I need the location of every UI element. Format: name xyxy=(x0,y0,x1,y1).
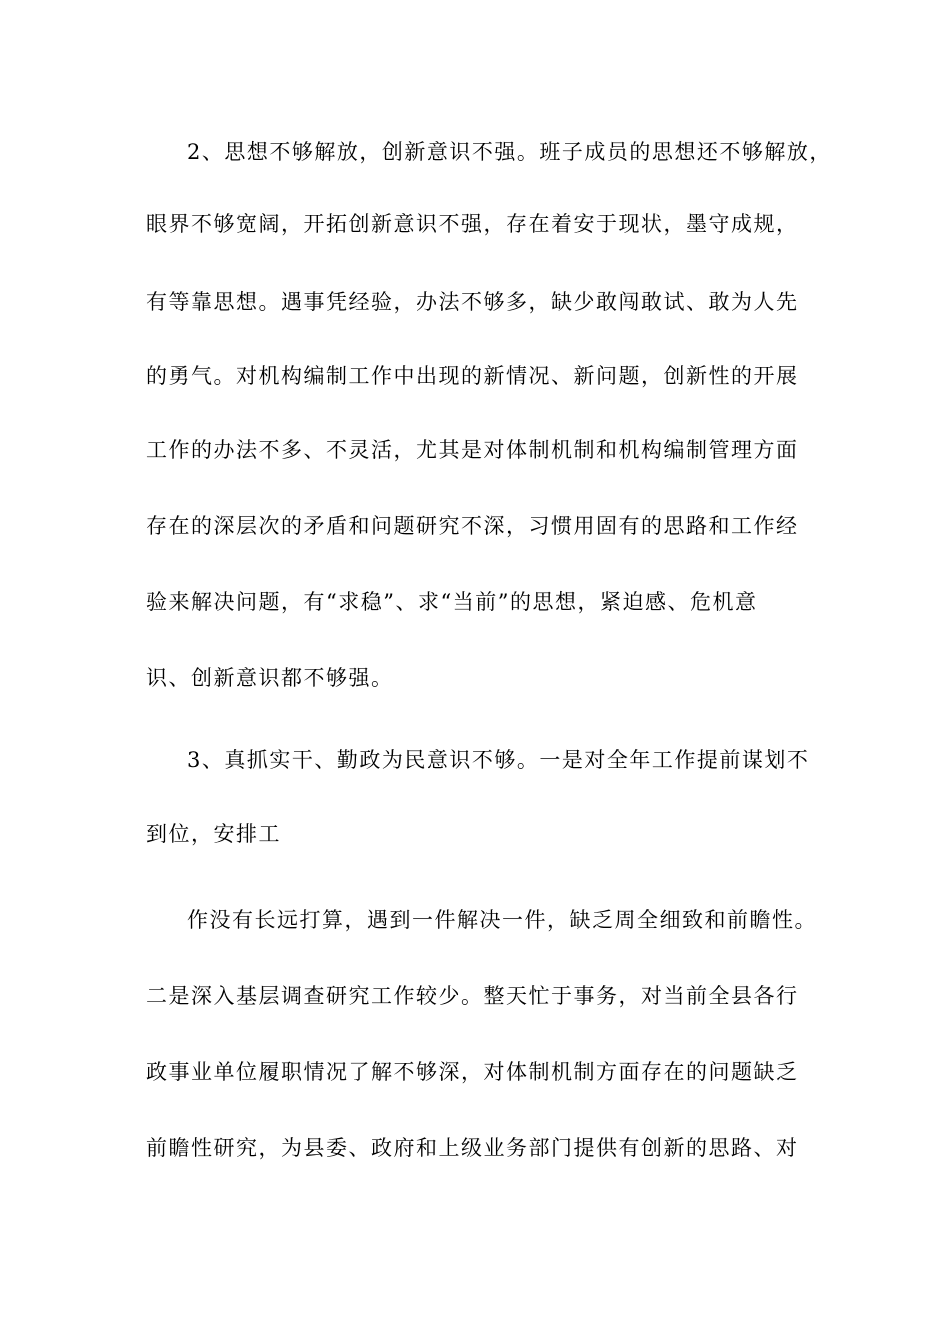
paragraph-2-line-7: 验来解决问题，有“求稳”、求“当前”的思想，紧迫感、危机意 xyxy=(146,590,758,614)
paragraph-4-line-1: 作没有长远打算，遇到一件解决一件，缺乏周全细致和前瞻性。 xyxy=(187,908,817,932)
paragraph-2-line-8: 识、创新意识都不够强。 xyxy=(146,666,394,690)
paragraph-3-line-1: 3、真抓实干、勤政为民意识不够。一是对全年工作提前谋划不 xyxy=(187,748,810,772)
paragraph-2-line-4: 的勇气。对机构编制工作中出现的新情况、新问题，创新性的开展 xyxy=(146,364,799,388)
paragraph-2-line-3: 有等靠思想。遇事凭经验，办法不够多，缺少敢闯敢试、敢为人先 xyxy=(146,290,799,314)
paragraph-3-line-2: 到位，安排工 xyxy=(146,822,281,846)
paragraph-2-line-5: 工作的办法不多、不灵活，尤其是对体制机制和机构编制管理方面 xyxy=(146,438,799,462)
paragraph-2-line-2: 眼界不够宽阔，开拓创新意识不强，存在着安于现状，墨守成规， xyxy=(146,212,799,236)
paragraph-4-line-2: 二是深入基层调查研究工作较少。整天忙于事务，对当前全县各行 xyxy=(146,984,799,1008)
paragraph-2-line-6: 存在的深层次的矛盾和问题研究不深，习惯用固有的思路和工作经 xyxy=(146,514,799,538)
paragraph-4-line-3: 政事业单位履职情况了解不够深，对体制机制方面存在的问题缺乏 xyxy=(146,1060,799,1084)
paragraph-2-line-1: 2、思想不够解放，创新意识不强。班子成员的思想还不够解放， xyxy=(187,140,832,164)
paragraph-4-line-4: 前瞻性研究，为县委、政府和上级业务部门提供有创新的思路、对 xyxy=(146,1136,799,1160)
